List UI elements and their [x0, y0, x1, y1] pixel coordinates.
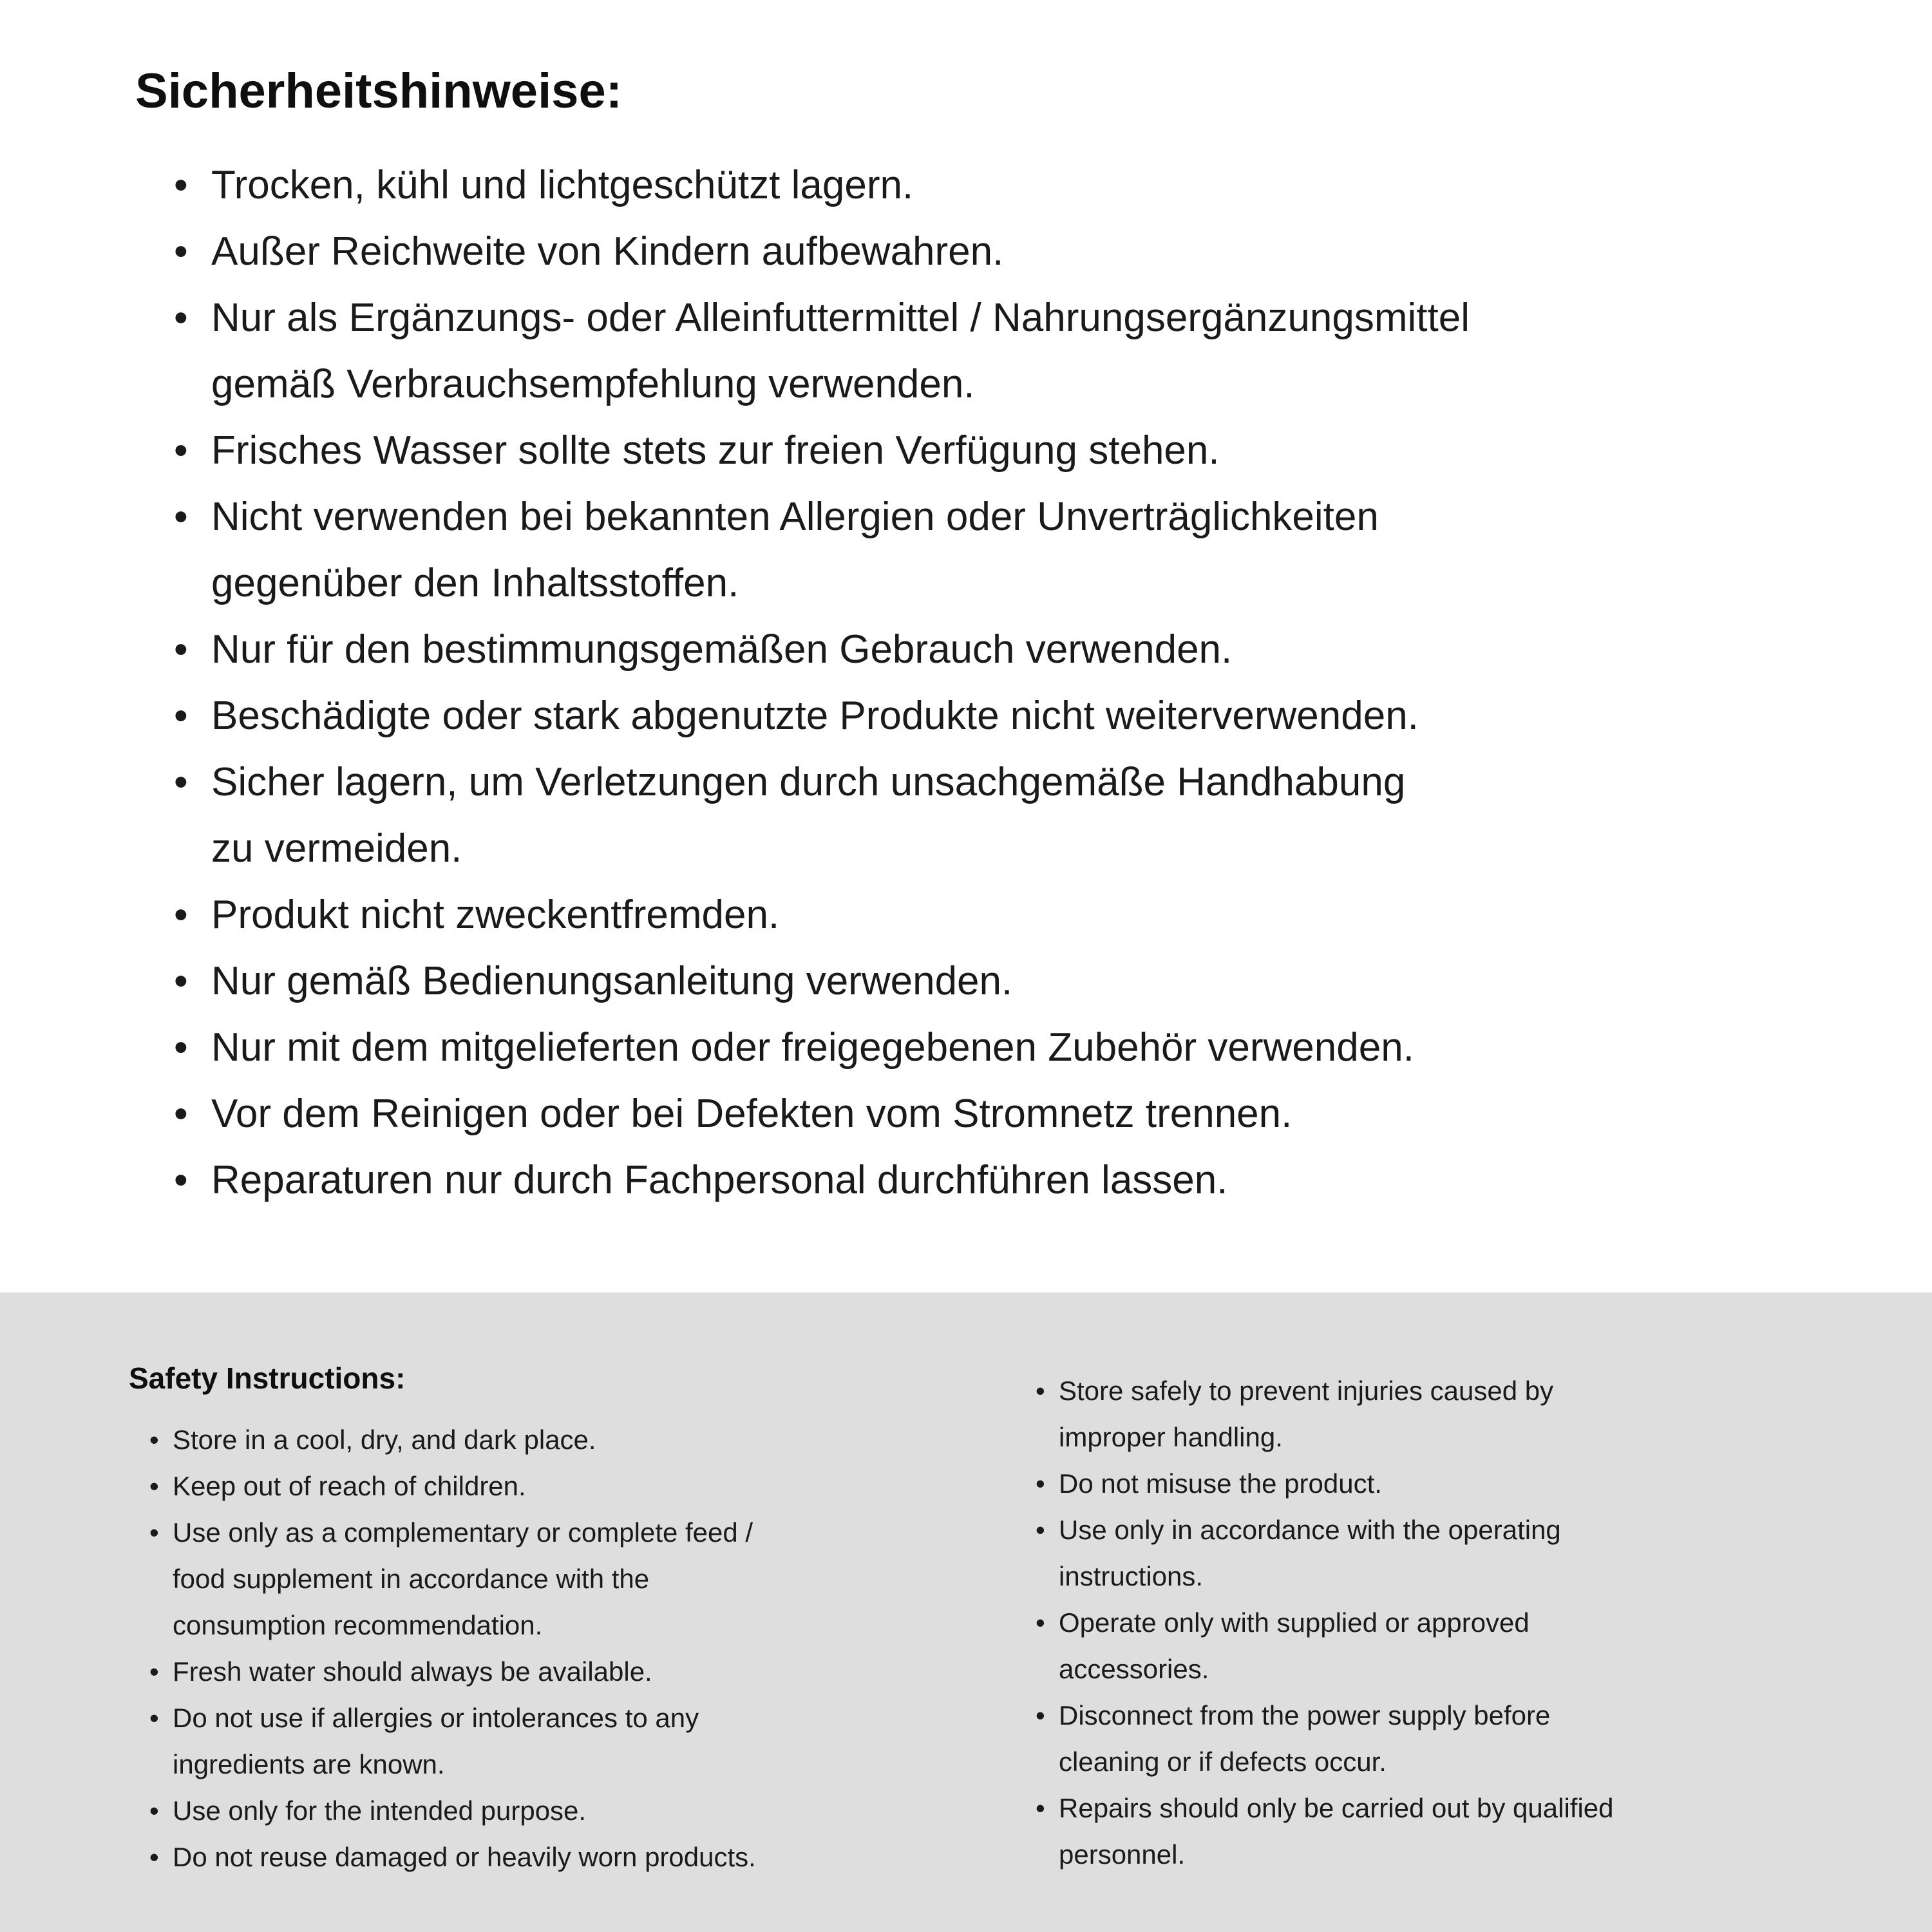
list-line-text: Operate only with supplied or approved — [1059, 1607, 1530, 1638]
list-line-text: ingredients are known. — [173, 1749, 445, 1779]
bullet-spacer — [1036, 1553, 1059, 1600]
bullet-dot: • — [149, 1656, 159, 1687]
list-line — [135, 152, 1861, 218]
list-line-text: Trocken, kühl und lichtgeschützt lagern. — [211, 162, 914, 207]
list-line-text: Außer Reichweite von Kindern aufbewahren. — [211, 229, 1004, 274]
bullet-spacer — [149, 1602, 173, 1649]
list-line-text: gemäß Verbrauchsempfehlung verwenden. — [211, 361, 975, 406]
bullet-dot: • — [149, 1703, 159, 1733]
bullet-dot: • — [1036, 1376, 1045, 1406]
bullet-dot: • — [1036, 1515, 1045, 1545]
list-line-text: Frisches Wasser sollte stets zur freien Verfügung stehen. — [211, 428, 1220, 473]
list-line — [1036, 1785, 1874, 1832]
list-line-text: Disconnect from the power supply before — [1059, 1700, 1551, 1730]
list-line-continuation — [135, 550, 1861, 616]
list-line-text: Nur als Ergänzungs- oder Alleinfuttermittel / Nahrungsergänzungsmittel — [211, 295, 1470, 340]
list-line-text: Do not misuse the product. — [1059, 1468, 1382, 1499]
list-line-text: Nur mit dem mitgelieferten oder freigegebenen Zubehör verwenden. — [211, 1025, 1414, 1070]
list-line — [135, 882, 1861, 948]
bullet-spacer — [174, 351, 211, 417]
list-line-text: gegenüber den Inhaltsstoffen. — [211, 560, 739, 605]
list-line-text: food supplement in accordance with the — [173, 1564, 650, 1594]
list-line-text: consumption recommendation. — [173, 1610, 543, 1640]
bullet-dot: • — [149, 1517, 159, 1548]
list-line-continuation — [129, 1556, 1036, 1602]
list-line-text: Nur für den bestimmungsgemäßen Gebrauch verwenden. — [211, 627, 1233, 672]
bullet-dot: • — [149, 1842, 159, 1872]
list-line-text: Fresh water should always be available. — [173, 1656, 652, 1687]
list-line — [135, 1014, 1861, 1081]
bullet-dot: • — [174, 1157, 188, 1202]
list-line-text: Reparaturen nur durch Fachpersonal durchführen lassen. — [211, 1157, 1228, 1202]
list-line-continuation — [1036, 1414, 1874, 1461]
bullet-dot: • — [174, 958, 188, 1003]
bullet-dot: • — [174, 892, 188, 937]
bullet-dot: • — [174, 428, 188, 473]
bullet-dot: • — [174, 1025, 188, 1070]
list-line-continuation — [1036, 1739, 1874, 1785]
list-line — [135, 484, 1861, 550]
list-line — [129, 1510, 1036, 1556]
list-line-text: accessories. — [1059, 1654, 1209, 1684]
list-line-text: Beschädigte oder stark abgenutzte Produkte nicht weiterverwenden. — [211, 693, 1419, 738]
bullet-spacer — [149, 1741, 173, 1788]
list-line-text: Sicher lagern, um Verletzungen durch unsachgemäße Handhabung — [211, 759, 1406, 804]
list-line-continuation — [1036, 1832, 1874, 1878]
list-line — [129, 1463, 1036, 1510]
list-line — [129, 1649, 1036, 1695]
list-line-text: Use only for the intended purpose. — [173, 1795, 587, 1826]
bullet-spacer — [149, 1556, 173, 1602]
bullet-dot: • — [174, 162, 188, 207]
list-line-continuation — [135, 351, 1861, 417]
english-safety-list-left — [129, 1417, 1036, 1880]
list-line-text: Produkt nicht zweckentfremden. — [211, 892, 780, 937]
list-line — [135, 218, 1861, 285]
english-left-column — [129, 1359, 1036, 1932]
english-safety-section — [0, 1293, 1932, 1932]
list-line-continuation — [1036, 1646, 1874, 1692]
list-line — [135, 948, 1861, 1014]
english-right-column — [1036, 1368, 1874, 1932]
list-line-text: improper handling. — [1059, 1422, 1283, 1452]
list-line-continuation — [135, 815, 1861, 882]
bullet-dot: • — [1036, 1700, 1045, 1730]
list-line-text: Nur gemäß Bedienungsanleitung verwenden. — [211, 958, 1013, 1003]
bullet-spacer — [1036, 1739, 1059, 1785]
list-line-text: cleaning or if defects occur. — [1059, 1747, 1387, 1777]
bullet-dot: • — [174, 693, 188, 738]
list-line — [129, 1788, 1036, 1834]
list-line-text: instructions. — [1059, 1561, 1204, 1591]
list-line — [1036, 1692, 1874, 1739]
list-line — [135, 1147, 1861, 1213]
list-line-text: Keep out of reach of children. — [173, 1471, 526, 1501]
bullet-dot: • — [174, 1091, 188, 1136]
list-line-text: personnel. — [1059, 1839, 1186, 1870]
bullet-dot: • — [174, 494, 188, 539]
list-line-text: Do not use if allergies or intolerances to any — [173, 1703, 699, 1733]
bullet-dot: • — [174, 229, 188, 274]
list-line-continuation — [129, 1602, 1036, 1649]
list-line — [1036, 1600, 1874, 1646]
list-line-continuation — [129, 1741, 1036, 1788]
list-line-text: Do not reuse damaged or heavily worn products. — [173, 1842, 756, 1872]
list-line — [135, 417, 1861, 484]
list-line-text: Store safely to prevent injuries caused by — [1059, 1376, 1554, 1406]
bullet-spacer — [174, 550, 211, 616]
english-safety-list-right — [1036, 1368, 1874, 1878]
list-line-text: Nicht verwenden bei bekannten Allergien oder Unverträglichkeiten — [211, 494, 1379, 539]
list-line-text: Vor dem Reinigen oder bei Defekten vom Stromnetz trennen. — [211, 1091, 1293, 1136]
list-line — [135, 1081, 1861, 1147]
list-line — [135, 683, 1861, 749]
list-line — [135, 285, 1861, 351]
list-line-continuation — [1036, 1553, 1874, 1600]
list-line — [129, 1834, 1036, 1880]
list-line — [135, 749, 1861, 815]
bullet-dot: • — [174, 627, 188, 672]
list-line — [1036, 1507, 1874, 1553]
bullet-dot: • — [1036, 1607, 1045, 1638]
list-line-text: Use only as a complementary or complete feed / — [173, 1517, 753, 1548]
list-line-text: Store in a cool, dry, and dark place. — [173, 1425, 596, 1455]
english-section-title: Safety Instructions: — [129, 1361, 406, 1395]
bullet-dot: • — [174, 295, 188, 340]
list-line — [129, 1417, 1036, 1463]
german-section-title: Sicherheitshinweise: — [135, 64, 623, 118]
bullet-spacer — [1036, 1832, 1059, 1878]
list-line-text: zu vermeiden. — [211, 826, 462, 871]
bullet-dot: • — [174, 759, 188, 804]
bullet-dot: • — [1036, 1468, 1045, 1499]
list-line — [1036, 1368, 1874, 1414]
bullet-spacer — [1036, 1646, 1059, 1692]
bullet-dot: • — [149, 1425, 159, 1455]
list-line — [129, 1695, 1036, 1741]
bullet-dot: • — [149, 1795, 159, 1826]
list-line-text: Use only in accordance with the operating — [1059, 1515, 1561, 1545]
german-safety-list — [135, 152, 1861, 1213]
list-line — [135, 616, 1861, 683]
bullet-spacer — [174, 815, 211, 882]
bullet-spacer — [1036, 1414, 1059, 1461]
bullet-dot: • — [1036, 1793, 1045, 1823]
bullet-dot: • — [149, 1471, 159, 1501]
list-line-text: Repairs should only be carried out by qualified — [1059, 1793, 1614, 1823]
list-line — [1036, 1461, 1874, 1507]
